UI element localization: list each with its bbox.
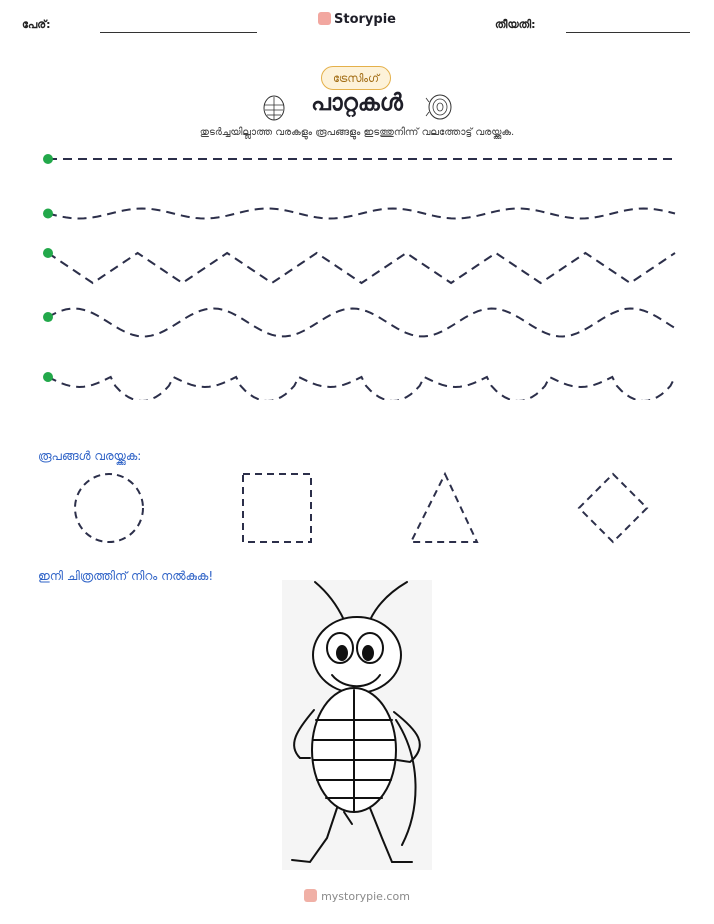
footer-site[interactable]: mystorypie.com [321,890,410,903]
start-dot [43,312,53,322]
diamond-shape [579,474,647,542]
start-dot [43,248,53,258]
cockroach-right-icon [425,92,453,122]
storypie-footer-icon [304,889,317,902]
start-dot [43,154,53,164]
brand-name: Storypie [334,12,396,27]
tracing-area [0,140,714,400]
name-label: പേര്: [22,18,51,31]
start-dot [43,372,53,382]
square-shape [243,474,311,542]
tracing-badge: ട്രേസിംഗ് [321,66,391,90]
page-title: പാറ്റകൾ [311,90,403,116]
name-write-line [100,32,257,33]
cockroach-coloring-image [282,580,432,870]
circle-shape [75,474,143,542]
shapes-label: രൂപങ്ങൾ വരയ്ക്കുക: [38,449,142,463]
triangle-shape [411,474,477,542]
shapes-tracing-area [60,466,670,556]
instruction-text: തുടർച്ചയില്ലാത്ത വരകളും രൂപങ്ങളും ഇടത്തുനിന്ന് വലത്തോട്ട് വരയ്ക്കുക. [199,127,515,138]
date-label: തീയതി: [495,18,536,31]
storypie-logo-icon [318,12,331,25]
tracing-line-gentle-wave [48,209,675,219]
brand-logo [0,12,714,27]
footer [0,889,714,903]
tracing-line-bumpy-wave [48,377,675,400]
date-write-line [566,32,690,33]
tracing-line-zigzag [48,253,675,283]
tracing-line-wave [48,309,675,337]
start-dot [43,209,53,219]
coloring-label: ഇനി ചിത്രത്തിന് നിറം നൽകുക! [38,569,214,583]
